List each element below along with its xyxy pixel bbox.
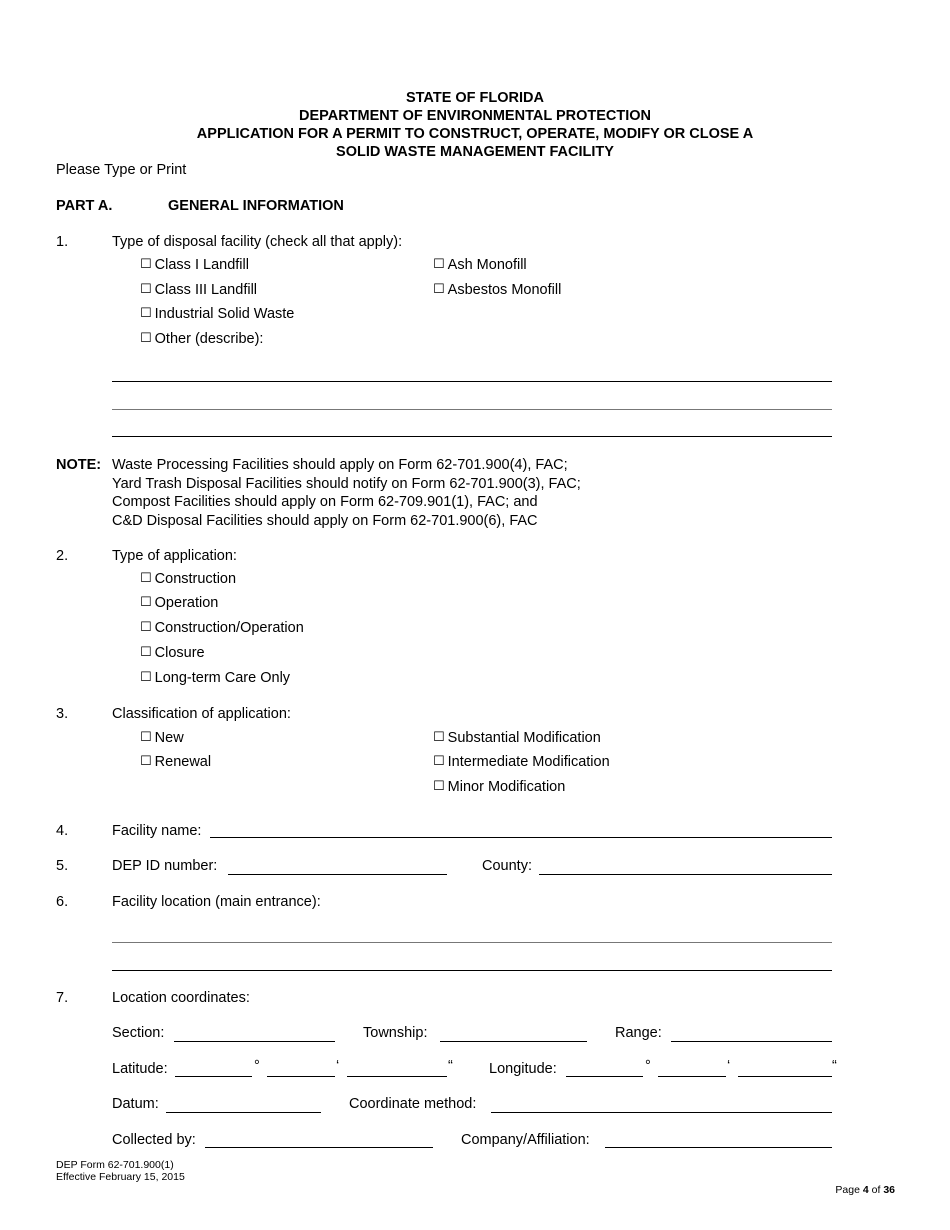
minute-symbol: ‘ xyxy=(336,1058,340,1074)
checkbox-icon: ☐ xyxy=(433,257,445,272)
township-label: Township: xyxy=(363,1025,428,1041)
page-of: of xyxy=(871,1184,881,1196)
other-describe-line-2[interactable] xyxy=(112,409,832,410)
option-label: Industrial Solid Waste xyxy=(154,306,295,322)
q6-number: 6. xyxy=(56,894,69,910)
footer-effective-date: Effective February 15, 2015 xyxy=(56,1171,185,1183)
longitude-seconds-field[interactable] xyxy=(738,1076,832,1077)
note-line: Yard Trash Disposal Facilities should notify on Form 62-701.900(3), FAC; xyxy=(112,475,581,492)
q5-number: 5. xyxy=(56,858,69,874)
checkbox-icon: ☐ xyxy=(140,257,152,272)
option-label: Closure xyxy=(154,645,205,661)
checkbox-construction[interactable] xyxy=(140,571,236,587)
option-label: Ash Monofill xyxy=(447,257,527,273)
q2-label: Type of application: xyxy=(112,548,237,564)
location-coordinates-label: Location coordinates: xyxy=(112,990,250,1006)
checkbox-ash-monofill[interactable] xyxy=(433,257,527,273)
county-field[interactable] xyxy=(539,874,832,875)
checkbox-icon: ☐ xyxy=(140,730,152,745)
checkbox-icon: ☐ xyxy=(140,754,152,769)
dep-id-label: DEP ID number: xyxy=(112,858,218,874)
option-label: Construction/Operation xyxy=(154,620,304,636)
other-describe-line-1[interactable] xyxy=(112,381,832,382)
q4-number: 4. xyxy=(56,823,69,839)
longitude-label: Longitude: xyxy=(489,1061,557,1077)
section-field[interactable] xyxy=(174,1041,335,1042)
range-field[interactable] xyxy=(671,1041,832,1042)
option-label: Asbestos Monofill xyxy=(447,282,562,298)
note-line: Compost Facilities should apply on Form 62-709.901(1), FAC; and xyxy=(112,494,538,510)
latitude-seconds-field[interactable] xyxy=(347,1076,447,1077)
checkbox-new[interactable] xyxy=(140,730,184,746)
footer-form-id: DEP Form 62-701.900(1) xyxy=(56,1159,174,1171)
form-header xyxy=(0,89,950,161)
township-field[interactable] xyxy=(440,1041,587,1042)
datum-field[interactable] xyxy=(166,1112,321,1113)
datum-label: Datum: xyxy=(112,1096,159,1112)
q3-label: Classification of application: xyxy=(112,706,291,722)
degree-symbol: ° xyxy=(645,1058,651,1074)
checkbox-icon: ☐ xyxy=(433,730,445,745)
header-department: DEPARTMENT OF ENVIRONMENTAL PROTECTION xyxy=(298,108,652,124)
second-symbol: “ xyxy=(832,1058,837,1074)
checkbox-class-i-landfill[interactable] xyxy=(140,257,249,273)
q3-number: 3. xyxy=(56,706,69,722)
note-line: Waste Processing Facilities should apply on Form 62-701.900(4), FAC; xyxy=(112,457,568,473)
page-total: 36 xyxy=(883,1184,895,1196)
option-label: Class I Landfill xyxy=(154,257,249,273)
checkbox-icon: ☐ xyxy=(140,282,152,297)
page-number xyxy=(835,1184,895,1196)
footer-form-info xyxy=(56,1159,185,1183)
option-label: Renewal xyxy=(154,754,212,770)
option-label: New xyxy=(154,730,184,746)
part-title: GENERAL INFORMATION xyxy=(168,198,344,214)
header-application-title: APPLICATION FOR A PERMIT TO CONSTRUCT, OPERATE, MODIFY OR CLOSE A xyxy=(196,126,754,142)
checkbox-icon: ☐ xyxy=(140,306,152,321)
header-state: STATE OF FLORIDA xyxy=(405,90,544,106)
facility-name-label: Facility name: xyxy=(112,823,202,839)
checkbox-icon: ☐ xyxy=(140,620,152,635)
option-label: Minor Modification xyxy=(447,779,566,795)
option-label: Construction xyxy=(154,571,237,587)
coordinate-method-label: Coordinate method: xyxy=(349,1096,477,1112)
checkbox-icon: ☐ xyxy=(140,595,152,610)
company-affiliation-field[interactable] xyxy=(605,1147,832,1148)
latitude-degrees-field[interactable] xyxy=(175,1076,252,1077)
latitude-minutes-field[interactable] xyxy=(267,1076,335,1077)
option-label: Intermediate Modification xyxy=(447,754,610,770)
checkbox-renewal[interactable] xyxy=(140,754,211,770)
checkbox-icon: ☐ xyxy=(433,779,445,794)
part-label: PART A. xyxy=(56,198,113,214)
note-line: C&D Disposal Facilities should apply on Form 62-701.900(6), FAC xyxy=(112,512,538,529)
county-label: County: xyxy=(482,858,532,874)
checkbox-operation[interactable] xyxy=(140,595,218,611)
checkbox-construction-operation[interactable] xyxy=(140,620,304,636)
q1-number: 1. xyxy=(56,234,69,250)
checkbox-icon: ☐ xyxy=(140,670,152,685)
q1-label: Type of disposal facility (check all that apply): xyxy=(112,234,403,250)
collected-by-label: Collected by: xyxy=(112,1132,196,1148)
note-body xyxy=(112,456,581,530)
checkbox-icon: ☐ xyxy=(140,645,152,660)
q7-number: 7. xyxy=(56,990,69,1006)
checkbox-long-term-care[interactable] xyxy=(140,670,290,686)
checkbox-icon: ☐ xyxy=(433,282,445,297)
checkbox-icon: ☐ xyxy=(140,331,152,346)
facility-location-label: Facility location (main entrance): xyxy=(112,894,321,910)
header-facility-type: SOLID WASTE MANAGEMENT FACILITY xyxy=(336,144,614,160)
checkbox-icon: ☐ xyxy=(140,571,152,586)
coordinate-method-field[interactable] xyxy=(491,1112,832,1113)
checkbox-icon: ☐ xyxy=(433,754,445,769)
checkbox-asbestos-monofill[interactable] xyxy=(433,282,561,298)
longitude-degrees-field[interactable] xyxy=(566,1076,643,1077)
degree-symbol: ° xyxy=(254,1058,260,1074)
facility-location-line-2[interactable] xyxy=(112,970,832,971)
checkbox-substantial-modification[interactable] xyxy=(433,730,601,746)
facility-location-line-1[interactable] xyxy=(112,942,832,943)
range-label: Range: xyxy=(615,1025,662,1041)
note-label: NOTE: xyxy=(56,457,102,473)
latitude-label: Latitude: xyxy=(112,1061,168,1077)
option-label: Long-term Care Only xyxy=(154,670,291,686)
checkbox-other[interactable] xyxy=(140,331,263,347)
checkbox-closure[interactable] xyxy=(140,645,205,661)
instruction-text: Please Type or Print xyxy=(56,162,187,178)
option-label: Other (describe): xyxy=(154,331,264,347)
checkbox-class-iii-landfill[interactable] xyxy=(140,282,257,298)
page-current: 4 xyxy=(862,1184,869,1196)
option-label: Substantial Modification xyxy=(447,730,601,746)
page-prefix: Page xyxy=(835,1184,860,1196)
other-describe-line-3[interactable] xyxy=(112,436,832,437)
company-affiliation-label: Company/Affiliation: xyxy=(461,1132,590,1148)
option-label: Operation xyxy=(154,595,219,611)
checkbox-industrial-solid-waste[interactable] xyxy=(140,306,294,322)
checkbox-intermediate-modification[interactable] xyxy=(433,754,610,770)
dep-id-field[interactable] xyxy=(228,874,447,875)
checkbox-minor-modification[interactable] xyxy=(433,779,565,795)
collected-by-field[interactable] xyxy=(205,1147,433,1148)
q2-number: 2. xyxy=(56,548,69,564)
minute-symbol: ‘ xyxy=(727,1058,731,1074)
section-label: Section: xyxy=(112,1025,165,1041)
second-symbol: “ xyxy=(448,1058,453,1074)
longitude-minutes-field[interactable] xyxy=(658,1076,726,1077)
option-label: Class III Landfill xyxy=(154,282,258,298)
facility-name-field[interactable] xyxy=(210,837,832,838)
